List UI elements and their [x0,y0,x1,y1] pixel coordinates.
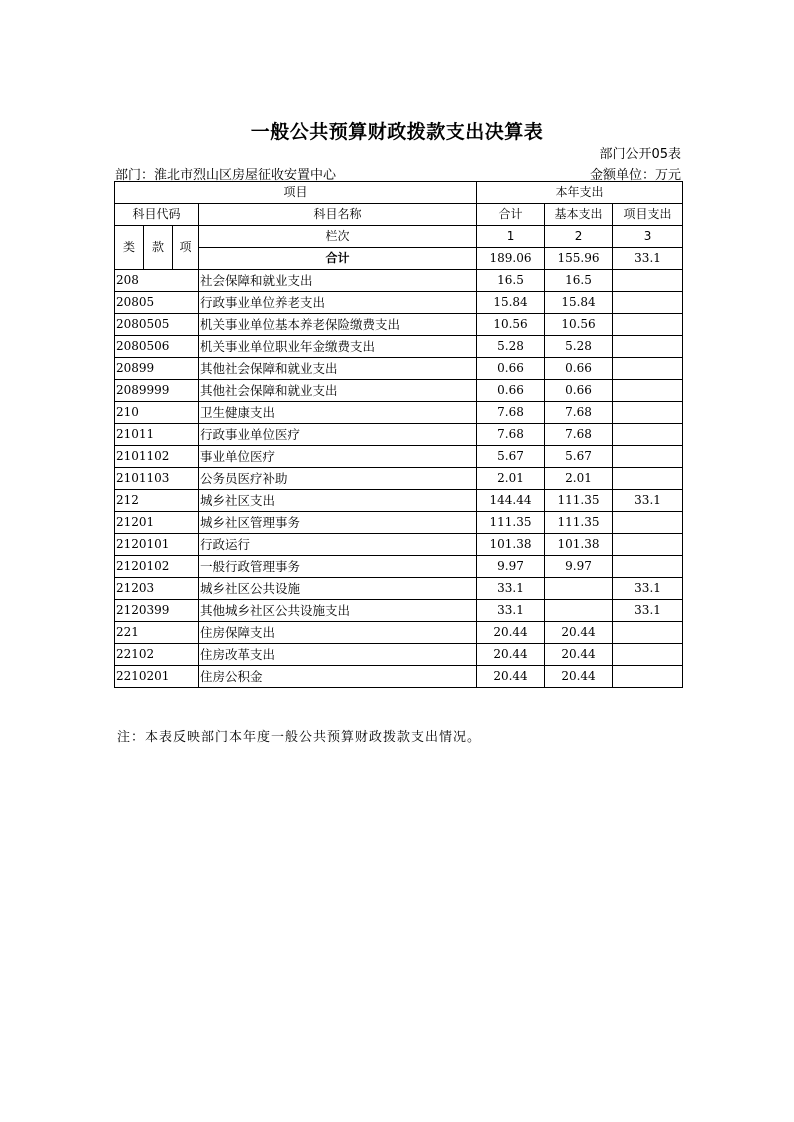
header-column-no: 栏次 [199,226,477,248]
total-cell: 15.84 [477,292,545,314]
table-row [115,424,683,446]
subject-name-cell: 事业单位医疗 [199,446,477,468]
subject-code-cell: 2120101 [115,534,199,556]
form-number: 部门公开05表 [599,147,681,162]
header-basic: 基本支出 [545,204,613,226]
subject-name-cell: 其他城乡社区公共设施支出 [199,600,477,622]
subject-name-cell: 其他社会保障和就业支出 [199,358,477,380]
project-cell [613,314,683,336]
basic-cell: 16.5 [545,270,613,292]
table-row [115,578,683,600]
basic-cell: 5.28 [545,336,613,358]
total-label: 合计 [199,248,477,270]
total-cell: 9.97 [477,556,545,578]
subject-name-cell: 行政事业单位医疗 [199,424,477,446]
subject-name-cell: 一般行政管理事务 [199,556,477,578]
project-cell [613,380,683,402]
header-project: 项目 [115,182,477,204]
subject-name-cell: 住房公积金 [199,666,477,688]
table-row [115,446,683,468]
total-total: 189.06 [477,248,545,270]
basic-cell [545,600,613,622]
department-label: 部门：淮北市烈山区房屋征收安置中心 [115,168,337,183]
subject-name-cell: 其他社会保障和就业支出 [199,380,477,402]
total-cell: 20.44 [477,644,545,666]
basic-cell: 0.66 [545,380,613,402]
project-cell: 33.1 [613,578,683,600]
table-row [115,380,683,402]
project-cell [613,402,683,424]
header-col3: 3 [613,226,683,248]
subject-code-cell: 20899 [115,358,199,380]
basic-cell: 2.01 [545,468,613,490]
project-cell [613,534,683,556]
subject-name-cell: 机关事业单位基本养老保险缴费支出 [199,314,477,336]
basic-cell: 7.68 [545,424,613,446]
table-row [115,358,683,380]
header-kuan: 款 [144,226,173,270]
subject-code-cell: 21203 [115,578,199,600]
project-cell [613,292,683,314]
basic-cell: 111.35 [545,490,613,512]
basic-cell: 20.44 [545,622,613,644]
basic-cell: 5.67 [545,446,613,468]
project-cell [613,622,683,644]
header-col1: 1 [477,226,545,248]
subject-code-cell: 2120102 [115,556,199,578]
total-cell: 7.68 [477,424,545,446]
subject-code-cell: 21011 [115,424,199,446]
header-row-2 [115,204,683,226]
subject-code-cell: 221 [115,622,199,644]
project-cell: 33.1 [613,600,683,622]
total-cell: 0.66 [477,380,545,402]
project-cell [613,358,683,380]
subject-name-cell: 行政运行 [199,534,477,556]
header-lei: 类 [115,226,144,270]
subject-name-cell: 卫生健康支出 [199,402,477,424]
header-xiang: 项 [173,226,199,270]
project-cell: 33.1 [613,490,683,512]
basic-cell: 10.56 [545,314,613,336]
header-col2: 2 [545,226,613,248]
total-cell: 16.5 [477,270,545,292]
table-row [115,490,683,512]
subject-code-cell: 20805 [115,292,199,314]
subject-name-cell: 行政事业单位养老支出 [199,292,477,314]
subject-code-cell: 2089999 [115,380,199,402]
subject-code-cell: 2210201 [115,666,199,688]
table-row [115,622,683,644]
table-row [115,468,683,490]
header-subject-name: 科目名称 [199,204,477,226]
total-cell: 0.66 [477,358,545,380]
table-row [115,534,683,556]
footnote: 注：本表反映部门本年度一般公共预算财政拨款支出情况。 [117,730,482,745]
subject-code-cell: 2120399 [115,600,199,622]
table-row [115,314,683,336]
table-row [115,336,683,358]
page-title: 一般公共预算财政拨款支出决算表 [250,121,544,143]
basic-cell: 9.97 [545,556,613,578]
table-row [115,402,683,424]
subject-name-cell: 城乡社区支出 [199,490,477,512]
subject-code-cell: 2101102 [115,446,199,468]
subject-code-cell: 22102 [115,644,199,666]
header-total: 合计 [477,204,545,226]
table-row [115,270,683,292]
basic-cell [545,578,613,600]
total-cell: 20.44 [477,622,545,644]
header-project-expense: 项目支出 [613,204,683,226]
project-cell [613,424,683,446]
total-row [115,248,683,270]
total-cell: 2.01 [477,468,545,490]
total-cell: 10.56 [477,314,545,336]
basic-cell: 7.68 [545,402,613,424]
subject-name-cell: 公务员医疗补助 [199,468,477,490]
total-cell: 111.35 [477,512,545,534]
project-cell [613,336,683,358]
total-project: 33.1 [613,248,683,270]
subject-name-cell: 城乡社区公共设施 [199,578,477,600]
total-basic: 155.96 [545,248,613,270]
basic-cell: 111.35 [545,512,613,534]
basic-cell: 15.84 [545,292,613,314]
total-cell: 101.38 [477,534,545,556]
total-cell: 5.67 [477,446,545,468]
subject-code-cell: 210 [115,402,199,424]
header-current-year: 本年支出 [477,182,683,204]
subject-code-cell: 2101103 [115,468,199,490]
table-row [115,600,683,622]
amount-unit-label: 金额单位：万元 [589,168,681,183]
header-subject-code: 科目代码 [115,204,199,226]
table-row [115,512,683,534]
subject-code-cell: 2080505 [115,314,199,336]
subject-code-cell: 208 [115,270,199,292]
total-cell: 33.1 [477,578,545,600]
subject-name-cell: 住房保障支出 [199,622,477,644]
subject-code-cell: 2080506 [115,336,199,358]
total-cell: 144.44 [477,490,545,512]
project-cell [613,446,683,468]
subject-name-cell: 住房改革支出 [199,644,477,666]
project-cell [613,666,683,688]
project-cell [613,644,683,666]
project-cell [613,512,683,534]
header-row-3 [115,226,683,248]
total-cell: 7.68 [477,402,545,424]
subject-name-cell: 社会保障和就业支出 [199,270,477,292]
project-cell [613,270,683,292]
table-row [115,292,683,314]
subject-name-cell: 机关事业单位职业年金缴费支出 [199,336,477,358]
basic-cell: 20.44 [545,666,613,688]
table-row [115,644,683,666]
basic-cell: 101.38 [545,534,613,556]
subject-code-cell: 212 [115,490,199,512]
subject-code-cell: 21201 [115,512,199,534]
header-row-1 [115,182,683,204]
project-cell [613,468,683,490]
total-cell: 5.28 [477,336,545,358]
total-cell: 33.1 [477,600,545,622]
table-row [115,666,683,688]
table-row [115,556,683,578]
basic-cell: 20.44 [545,644,613,666]
subject-name-cell: 城乡社区管理事务 [199,512,477,534]
project-cell [613,556,683,578]
expenditure-table [114,181,683,688]
basic-cell: 0.66 [545,358,613,380]
total-cell: 20.44 [477,666,545,688]
